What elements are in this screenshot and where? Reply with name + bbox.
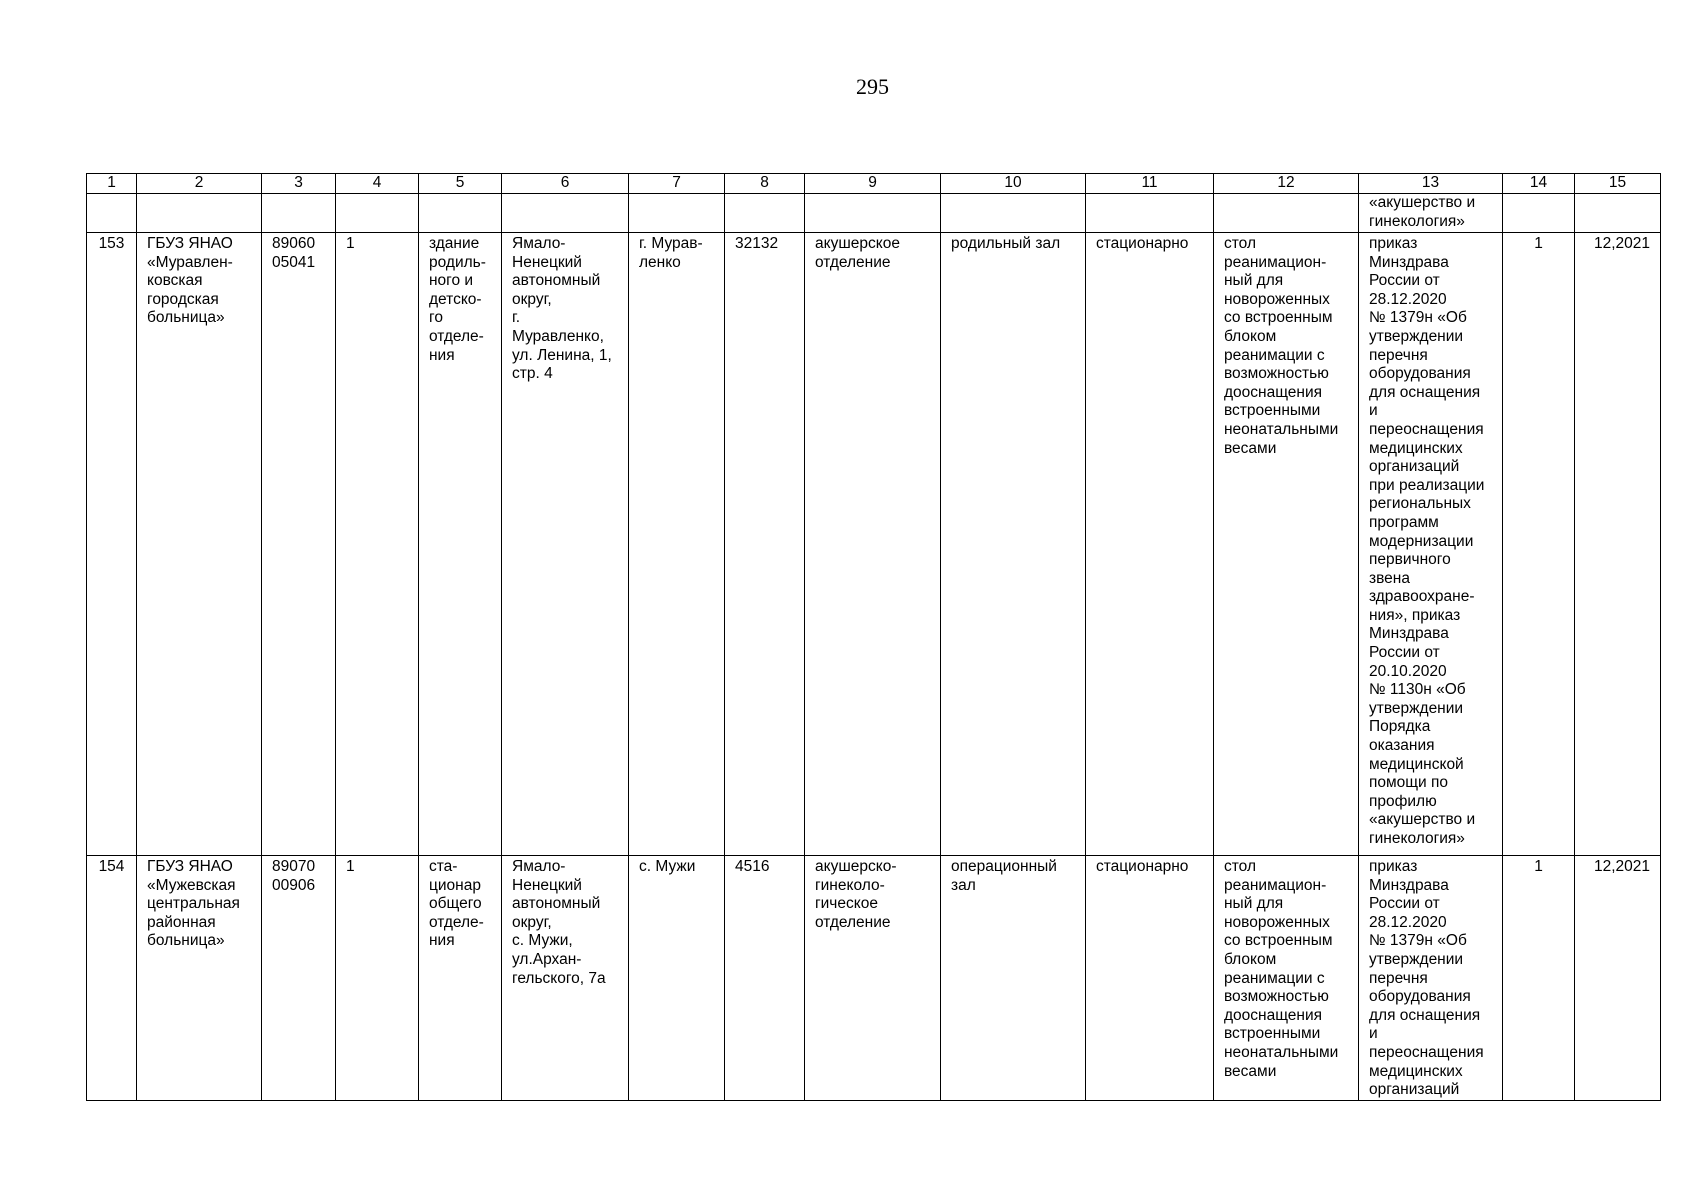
table-cell (137, 194, 262, 233)
table-cell-row-number: 154 (87, 856, 137, 1101)
table-cell (1214, 194, 1359, 233)
column-header: 10 (941, 174, 1086, 194)
table-cell-address: Ямало- Ненецкий автономный округ, г. Муравленко, ул. Ленина, 1, стр. 4 (502, 233, 629, 856)
column-header: 1 (87, 174, 137, 194)
table-cell-building: здание родиль- ного и детско- го отделе- ния (419, 233, 502, 856)
table-cell-locality: г. Мурав- ленко (629, 233, 725, 856)
table-cell-equipment: стол реанимацион- ный для новороженных со встроенным блоком реанимации с возможностью дооснащения встроенными неонатальными весами (1214, 233, 1359, 856)
column-header: 15 (1575, 174, 1661, 194)
table-cell-date: 12,2021 (1575, 233, 1661, 856)
table-cell-equipment: стол реанимацион- ный для новороженных со встроенным блоком реанимации с возможностью дооснащения встроенными неонатальными весами (1214, 856, 1359, 1101)
table-cell (629, 194, 725, 233)
column-header: 5 (419, 174, 502, 194)
table-cell (262, 194, 336, 233)
table-cell-building: ста- ционар общего отделе- ния (419, 856, 502, 1101)
table-cell-date: 12,2021 (1575, 856, 1661, 1101)
page-number: 295 (856, 74, 889, 99)
column-header: 14 (1503, 174, 1575, 194)
table-cell-care-form: стационарно (1086, 233, 1214, 856)
table-row (87, 233, 1661, 856)
table-cell-organization: ГБУЗ ЯНАО «Мужевская центральная районная больница» (137, 856, 262, 1101)
column-header: 9 (805, 174, 941, 194)
column-header: 3 (262, 174, 336, 194)
table-cell (805, 194, 941, 233)
column-header: 4 (336, 174, 419, 194)
table-cell (1086, 194, 1214, 233)
table-cell-quantity: 1 (1503, 233, 1575, 856)
table-cell-department: акушерско- гинеколо- гическое отделение (805, 856, 941, 1101)
table-cell-care-form: стационарно (1086, 856, 1214, 1101)
column-header: 13 (1359, 174, 1503, 194)
table-cell-department: акушерское отделение (805, 233, 941, 856)
table-cell (941, 194, 1086, 233)
table-cell-address: Ямало- Ненецкий автономный округ, с. Мужи, ул.Архан- гельского, 7а (502, 856, 629, 1101)
table-cell (725, 194, 805, 233)
table-cell (502, 194, 629, 233)
table-cell-room: родильный зал (941, 233, 1086, 856)
table-cell-room: операционный зал (941, 856, 1086, 1101)
table-cell (336, 194, 419, 233)
table-cell-population: 32132 (725, 233, 805, 856)
table-cell-code: 89070 00906 (262, 856, 336, 1101)
table-cell-code: 89060 05041 (262, 233, 336, 856)
column-header: 6 (502, 174, 629, 194)
table-cell-population: 4516 (725, 856, 805, 1101)
column-header: 12 (1214, 174, 1359, 194)
table-cell-legal-basis: приказ Минздрава России от 28.12.2020 № 1379н «Об утверждении перечня оборудования для оснащения и переоснащения медицинских организаций при реализации региональных программ модернизации первичного звена здравоохране- ния», приказ Минздрава России от 20.10.2020 № 1130н «Об утверждении Порядка оказания медицинской помощи по профилю «акушерство и гинекология» (1359, 233, 1503, 856)
continuation-row (87, 194, 1661, 233)
table-cell-legal-basis: приказ Минздрава России от 28.12.2020 № 1379н «Об утверждении перечня оборудования для оснащения и переоснащения медицинских организаций (1359, 856, 1503, 1101)
table-cell-row-number: 153 (87, 233, 137, 856)
column-header: 2 (137, 174, 262, 194)
table-cell-count: 1 (336, 856, 419, 1101)
table-cell (1503, 194, 1575, 233)
column-header: 11 (1086, 174, 1214, 194)
header-row (87, 174, 1661, 194)
column-header: 8 (725, 174, 805, 194)
table-cell (419, 194, 502, 233)
table-row (87, 856, 1661, 1101)
table-cell-quantity: 1 (1503, 856, 1575, 1101)
table-cell-locality: с. Мужи (629, 856, 725, 1101)
table-cell-legal-basis: «акушерство и гинекология» (1359, 194, 1503, 233)
column-header: 7 (629, 174, 725, 194)
registry-table (86, 173, 1661, 1101)
table-cell (87, 194, 137, 233)
table-cell (1575, 194, 1661, 233)
table-cell-organization: ГБУЗ ЯНАО «Муравлен- ковская городская больница» (137, 233, 262, 856)
table-cell-count: 1 (336, 233, 419, 856)
